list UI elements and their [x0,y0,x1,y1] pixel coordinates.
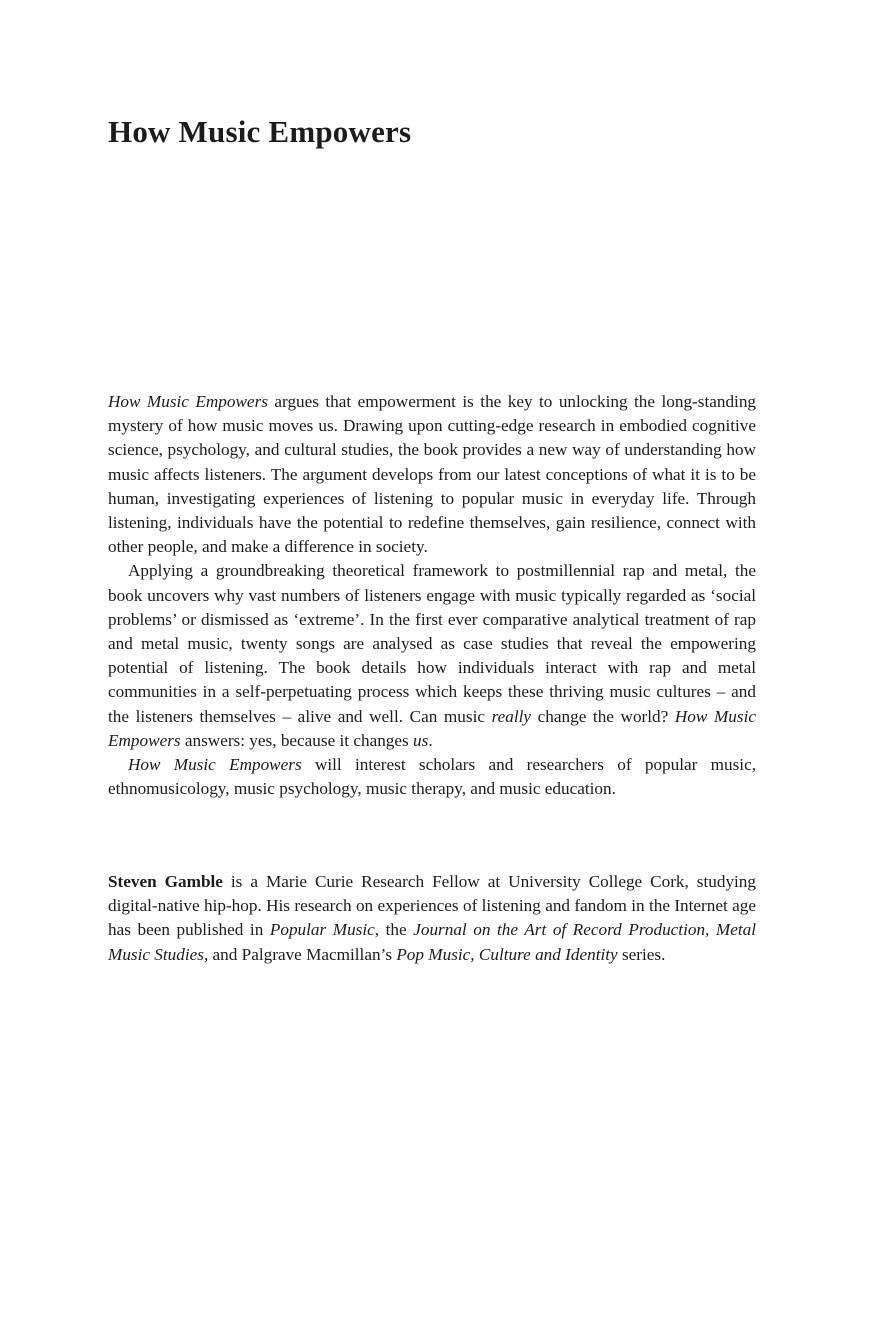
description-text: Applying a groundbreaking theoretical framework to postmillennial rap and metal, the book uncovers why vast numbers of listeners engage with music typically regarded as ‘social problems’ or dismissed as ‘extreme’. In the first ever comparative analytical treatment of rap and metal music, twenty songs are analysed as case studies that reveal the empowering potential of listening. The book details how individuals interact with rap and metal communities in a self-perpetuating process which keeps these thriving music cultures – and the listeners themselves – alive and well. Can music [108,561,756,726]
description-paragraph-2 [108,559,756,753]
description-text: change the world? [531,706,675,726]
book-title-italic: How Music Empowers [108,706,756,750]
description-text: . [428,730,433,750]
publication-popular-music: Popular Music [269,920,375,940]
emphasis-us: us [413,730,429,750]
emphasis-really: really [491,706,532,726]
author-bio-paragraph [108,870,756,967]
book-title-italic: How Music Empowers [108,392,268,411]
description-text: will interest scholars and researchers of popular music, ethnomusicology, music psychology, music therapy, and music education. [108,755,757,799]
bio-text: , the [374,920,414,940]
bio-text: is a Marie Curie Research Fellow at University College Cork, studying digital-native hip-hop. His research on experiences of listening and fandom in the Internet age has been published in [108,872,756,940]
description-text: answers: yes, because it changes [180,730,414,750]
bio-text: series. [617,944,666,964]
author-name: Steven Gamble [108,872,223,891]
publication-series: Pop Music, Culture and Identity [396,944,618,964]
book-title: How Music Empowers [108,114,412,149]
description-text: argues that empowerment is the key to unlocking the long-standing mystery of how music moves us. Drawing upon cutting-edge research in embodied cognitive science, psychology, and cultural studies, the book provides a new way of understanding how music affects listeners. The argument develops from our latest conceptions of what it is to be human, investigating experiences of listening to popular music in everyday life. Through listening, individuals have the potential to redefine themselves, gain resilience, connect with other people, and make a difference in society. [108,392,757,557]
publication-journals: Journal on the Art of Record Production, Metal Music Studies, [108,920,757,964]
description-paragraph-1 [108,390,756,559]
book-title-italic: How Music Empowers [128,755,302,775]
description-paragraph-3 [108,753,756,801]
author-bio [108,870,756,967]
bio-text: and Palgrave Macmillan’s [208,944,397,964]
book-description [108,390,756,801]
